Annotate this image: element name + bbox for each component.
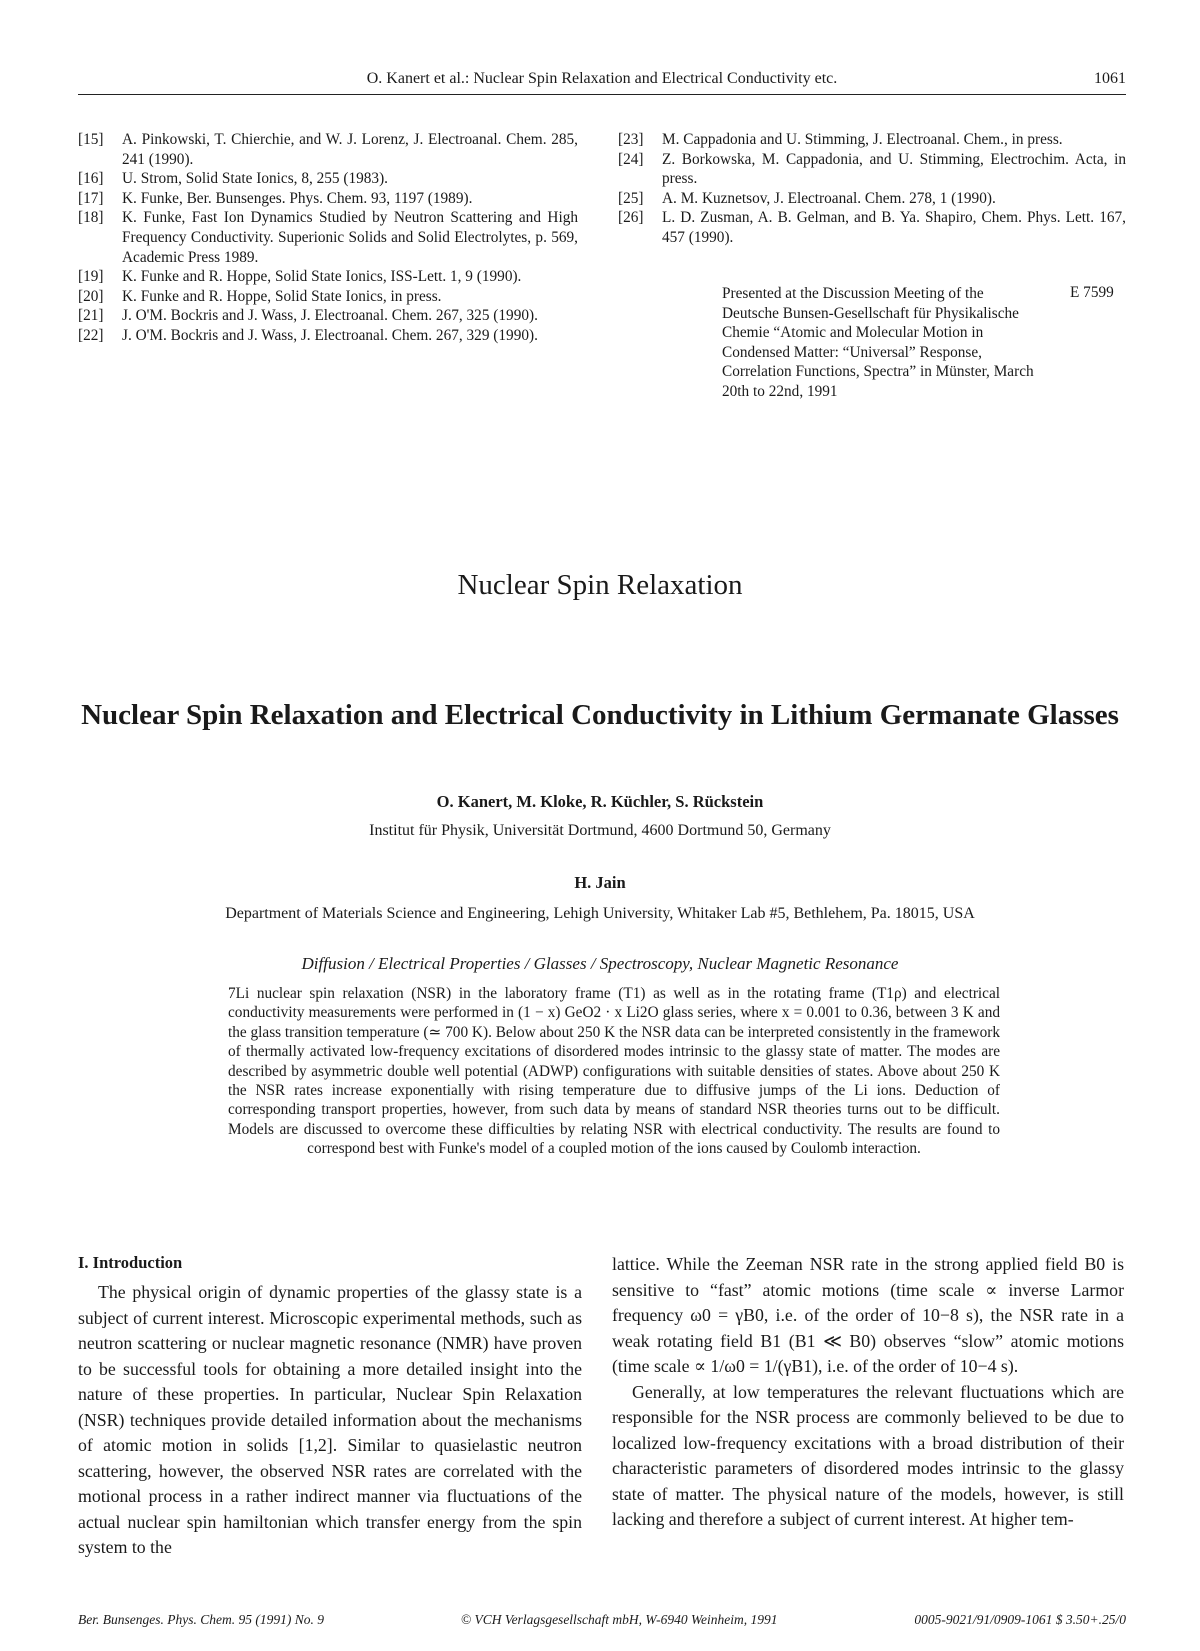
reference <box>618 130 1126 150</box>
ref-text: K. Funke and R. Hoppe, Solid State Ionics, in press. <box>122 287 442 305</box>
ref-number: [26] <box>618 209 644 227</box>
reference <box>78 169 578 189</box>
references-right <box>618 130 1126 248</box>
ref-text: K. Funke, Ber. Bunsenges. Phys. Chem. 93, 1197 (1989). <box>122 189 473 207</box>
footer-publisher: © VCH Verlagsgesellschaft mbH, W-6940 Weinheim, 1991 <box>460 1612 778 1627</box>
ref-text: M. Cappadonia and U. Stimming, J. Electroanal. Chem., in press. <box>662 131 1063 148</box>
body-column-left <box>78 1280 582 1561</box>
reference <box>78 208 578 267</box>
ref-number: [24] <box>618 150 644 168</box>
ref-number: [23] <box>618 131 644 148</box>
ref-text: K. Funke, Fast Ion Dynamics Studied by Neutron Scattering and High Frequency Conductivity. Superionic Solids and Solid Electrolytes, p. 569, Academic Press 1989. <box>122 209 578 266</box>
second-author: H. Jain <box>574 873 626 892</box>
paragraph: Generally, at low temperatures the relevant fluctuations which are responsible for the NSR process are commonly believed to be due to localized low-frequency excitations with a broad distribution of their characteristic parameters of disordered modes intrinsic to the glassy state of matter. The physical nature of the models, however, is still lacking and therefore a subject of current interest. At higher tem- <box>612 1381 1124 1529</box>
running-title: O. Kanert et al.: Nuclear Spin Relaxation and Electrical Conductivity etc. <box>366 70 838 87</box>
body-column-right <box>612 1252 1124 1533</box>
running-header <box>78 68 1126 95</box>
article-title: Nuclear Spin Relaxation and Electrical Conductivity in Lithium Germanate Glasses <box>81 699 1119 731</box>
references-left <box>78 130 578 346</box>
footer-journal: Ber. Bunsenges. Phys. Chem. 95 (1991) No. 9 <box>78 1612 324 1627</box>
paragraph: lattice. While the Zeeman NSR rate in the strong applied field B0 is sensitive to “fast” atomic motions (time scale ∝ inverse Larmor frequency ω0 = γB0, i.e. of the order of 10−8 s), the NSR rate in a weak rotating field B1 (B1 ≪ B0) observes “slow” atomic motions (time scale ∝ 1/ω0 = 1/(γB1), i.e. of the order of 10−4 s). <box>612 1254 1124 1376</box>
affiliation: Institut für Physik, Universität Dortmund, 4600 Dortmund 50, Germany <box>369 822 831 839</box>
ref-text: U. Strom, Solid State Ionics, 8, 255 (1983). <box>122 170 388 188</box>
ref-number: [25] <box>618 189 644 207</box>
reference <box>78 306 578 326</box>
reference <box>78 130 578 169</box>
authors: O. Kanert, M. Kloke, R. Küchler, S. Rückstein <box>436 792 764 811</box>
ref-number: [18] <box>78 209 104 227</box>
page-footer <box>78 1612 1126 1628</box>
section-heading: Nuclear Spin Relaxation <box>457 569 743 601</box>
ref-number: [16] <box>78 170 104 188</box>
reference <box>618 189 1126 209</box>
ref-number: [20] <box>78 287 104 305</box>
meeting-note-code: E 7599 <box>1070 284 1114 301</box>
reference <box>78 189 578 209</box>
ref-text: L. D. Zusman, A. B. Gelman, and B. Ya. Shapiro, Chem. Phys. Lett. 167, 457 (1990). <box>662 209 1126 246</box>
paragraph: The physical origin of dynamic properties of the glassy state is a subject of current interest. Microscopic experimental methods, such as neutron scattering or nuclear magnetic resonance (NMR) have proven to be successful tools for obtaining a more detailed insight into the nature of these properties. In particular, Nuclear Spin Relaxation (NSR) techniques provide detailed information about the mechanisms of atomic motion in solids [1,2]. Similar to quasielastic neutron scattering, however, the observed NSR rates are correlated with the motional process in a rather indirect manner via fluctuations of the actual nuclear spin hamiltonian which transfer energy from the spin system to the <box>78 1282 582 1557</box>
ref-number: [15] <box>78 131 104 148</box>
page-number: 1061 <box>1094 70 1126 87</box>
reference <box>618 150 1126 189</box>
introduction-heading: I. Introduction <box>78 1253 183 1272</box>
ref-text: Z. Borkowska, M. Cappadonia, and U. Stimming, Electrochim. Acta, in press. <box>662 150 1126 188</box>
abstract: 7Li nuclear spin relaxation (NSR) in the laboratory frame (T1) as well as in the rotating frame (T1ρ) and electrical conductivity measurements were performed in (1 − x) GeO2 · x Li2O glass series, where x = 0.001 to 0.36, between 3 K and the glass transition temperature (≃ 700 K). Below about 250 K the NSR data can be interpreted consistently in the framework of thermally activated low-frequency excitations of disordered modes intrinsic to the glassy state of matter. The modes are described by asymmetric double well potential (ADWP) configurations with suitable densities of states. Above about 250 K the NSR rates increase exponentially with rising temperature due to diffusive jumps of the Li ions. Deduction of corresponding transport properties, however, from such data by means of standard NSR theories turns out to be difficult. Models are discussed to overcome these difficulties by relating NSR with electrical conductivity. The results are found to correspond best with Funke's model of a coupled motion of the ions caused by Coulomb interaction. <box>228 985 1000 1158</box>
ref-text: J. O'M. Bockris and J. Wass, J. Electroanal. Chem. 267, 329 (1990). <box>122 326 538 344</box>
ref-number: [21] <box>78 307 104 325</box>
ref-number: [22] <box>78 326 104 344</box>
ref-text: A. M. Kuznetsov, J. Electroanal. Chem. 278, 1 (1990). <box>662 189 996 207</box>
ref-text: A. Pinkowski, T. Chierchie, and W. J. Lorenz, J. Electroanal. Chem. 285, 241 (1990). <box>122 131 578 168</box>
ref-number: [17] <box>78 189 104 207</box>
keywords: Diffusion / Electrical Properties / Glasses / Spectroscopy, Nuclear Magnetic Resonance <box>301 954 899 973</box>
ref-text: J. O'M. Bockris and J. Wass, J. Electroanal. Chem. 267, 325 (1990). <box>122 307 538 325</box>
ref-number: [19] <box>78 268 104 286</box>
reference <box>78 326 578 346</box>
reference <box>78 267 578 287</box>
reference <box>78 287 578 307</box>
reference <box>618 208 1126 247</box>
meeting-note: Presented at the Discussion Meeting of the Deutsche Bunsen-Gesellschaft für Physikalische Chemie “Atomic and Molecular Motion in Condensed Matter: “Universal” Response, Correlation Functions, Spectra” in Münster, March 20th to 22nd, 1991 <box>722 285 1034 400</box>
footer-code: 0005-9021/91/0909-1061 $ 3.50+.25/0 <box>914 1612 1126 1627</box>
second-affiliation: Department of Materials Science and Engineering, Lehigh University, Whitaker Lab #5, Bethlehem, Pa. 18015, USA <box>225 905 975 922</box>
ref-text: K. Funke and R. Hoppe, Solid State Ionics, ISS-Lett. 1, 9 (1990). <box>122 268 522 286</box>
